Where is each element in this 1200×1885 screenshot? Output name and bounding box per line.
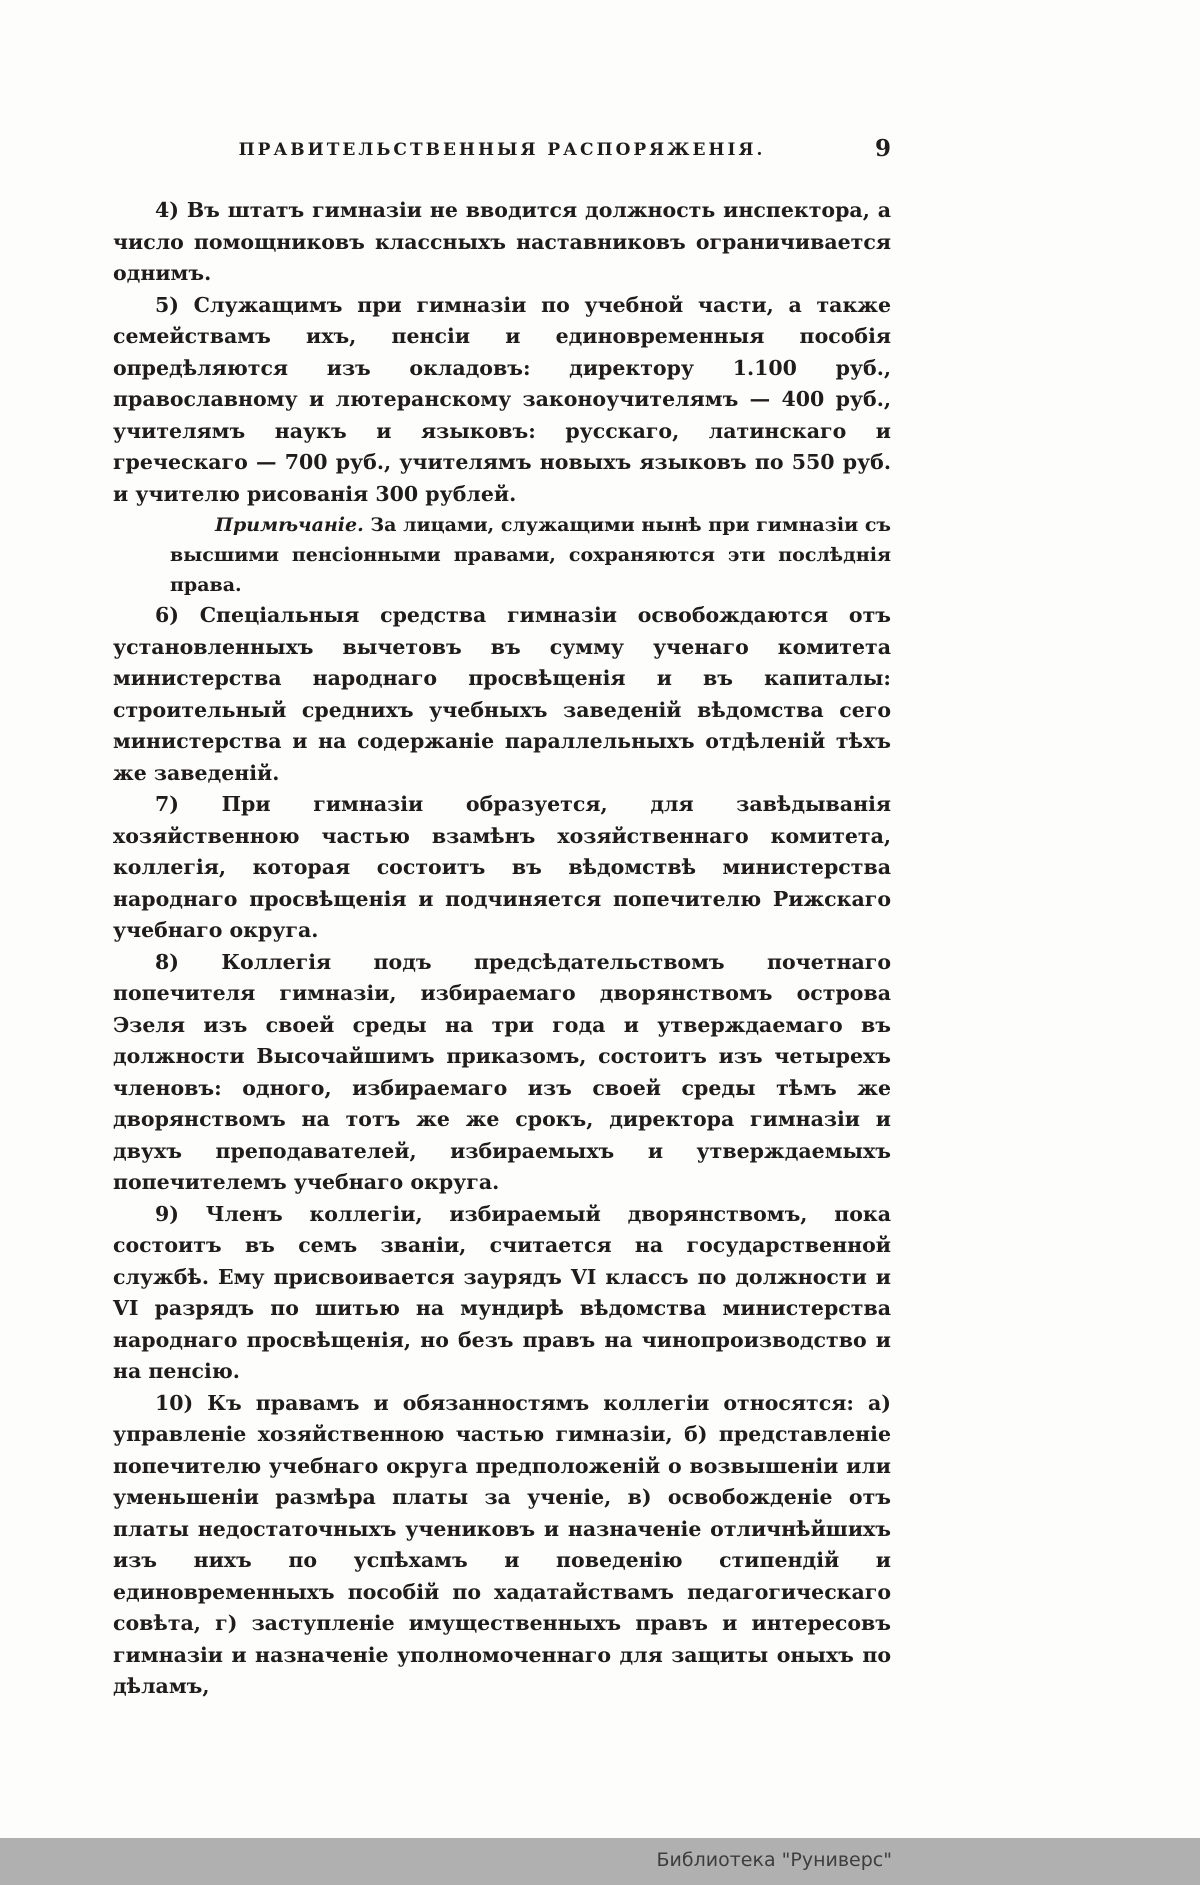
note-paragraph (170, 510, 891, 600)
watermark-bar (0, 1838, 1200, 1885)
paragraph-8: 8) Коллегія подъ предсѣдательствомъ почетнаго попечителя гимназіи, избираемаго дворянствомъ острова Эзеля изъ своей среды на три года и утверждаемаго въ должности Высочайшимъ приказомъ, состоитъ изъ четырехъ членовъ: одного, избираемаго изъ своей среды тѣмъ же дворянствомъ на тотъ же же срокъ, директора гимназіи и двухъ преподавателей, избираемыхъ и утверждаемыхъ попечителемъ учебнаго округа. (113, 949, 891, 1194)
paragraph-10: 10) Къ правамъ и обязанностямъ коллегіи относятся: а) управленіе хозяйственною частью гимназіи, б) представленіе попечителю учебнаго округа предположеній о возвышеніи или уменьшеніи размѣра платы за ученіе, в) освобожденіе отъ платы недостаточныхъ учениковъ и назначеніе отличнѣйшихъ изъ нихъ по успѣхамъ и поведенію стипендій и единовременныхъ пособій по хадатайствамъ педагогическаго совѣта, г) заступленіе имущественныхъ правъ и интересовъ гимназіи и назначеніе уполномоченнаго для защиты оныхъ по дѣламъ, (113, 1390, 891, 1698)
page-header (113, 135, 891, 170)
note-text: За лицами, служащими нынѣ при гимназіи съ высшими пенсіонными правами, сохраняются эти послѣднія права. (170, 514, 891, 596)
library-watermark: Библиотека "Руниверс" (656, 1849, 892, 1871)
note-label: Примѣчаніе. (215, 514, 364, 536)
paragraph-9: 9) Членъ коллегіи, избираемый дворянствомъ, пока состоитъ въ семъ званіи, считается на государственной службѣ. Ему присвоивается заурядъ VI классъ по должности и VI разрядъ по шитью на мундирѣ вѣдомства министерства народнаго просвѣщенія, но безъ правъ на чинопроизводство и на пенсію. (113, 1201, 891, 1383)
running-title: ПРАВИТЕЛЬСТВЕННЫЯ РАСПОРЯЖЕНІЯ. (238, 140, 766, 160)
paragraph-7: 7) При гимназіи образуется, для завѣдыванія хозяйственною частью взамѣнъ хозяйственнаго комитета, коллегія, которая состоитъ въ вѣдомствѣ министерства народнаго просвѣщенія и подчиняется попечителю Рижскаго учебнаго округа. (113, 792, 891, 942)
paragraph-6: 6) Спеціальныя средства гимназіи освобождаются отъ установленныхъ вычетовъ въ сумму ученаго комитета министерства народнаго просвѣщенія и въ капиталы: строительный среднихъ учебныхъ заведеній вѣдомства сего министерства и на содержаніе параллельныхъ отдѣленій тѣхъ же заведеній. (113, 603, 891, 785)
paragraph-4: 4) Въ штатъ гимназіи не вводится должность инспектора, а число помощниковъ классныхъ наставниковъ ограничивается однимъ. (113, 198, 891, 285)
paragraph-5: 5) Служащимъ при гимназіи по учебной части, а также семействамъ ихъ, пенсіи и единовременныя пособія опредѣляются изъ окладовъ: директору 1.100 руб., православному и лютеранскому законоучителямъ — 400 руб., учителямъ наукъ и языковъ: русскаго, латинскаго и греческаго — 700 руб., учителямъ новыхъ языковъ по 550 руб. и учителю рисованія 300 рублей. (113, 292, 891, 506)
document-body (113, 195, 891, 1703)
page-number: 9 (874, 135, 891, 162)
